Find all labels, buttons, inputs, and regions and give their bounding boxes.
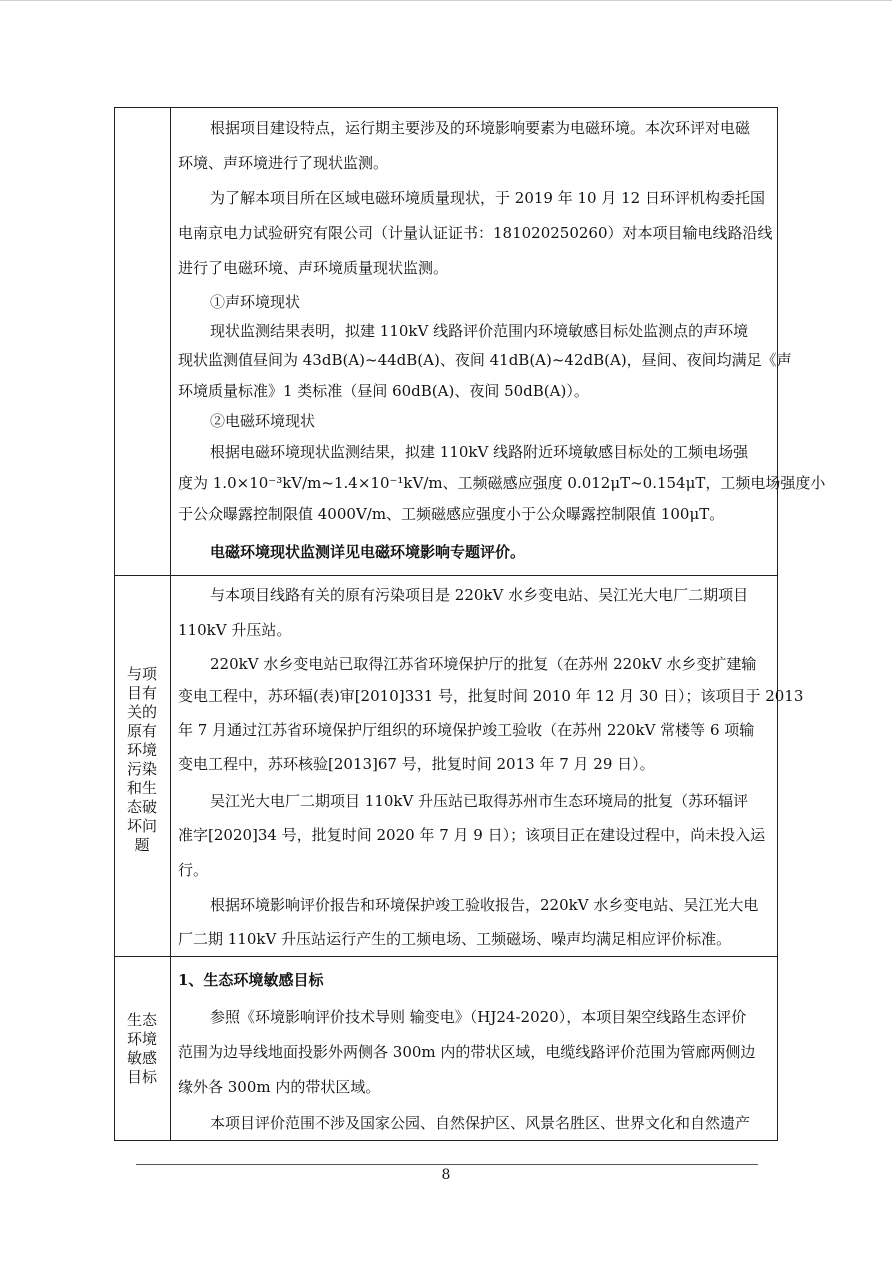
paragraph-line: 变电工程中，苏环核验[2013]67 号，批复时间 2013 年 7 月 29 日）。 xyxy=(178,755,655,773)
subheading-noise: ①声环境现状 xyxy=(210,293,301,311)
bold-note: 电磁环境现状监测详见电磁环境影响专题评价。 xyxy=(210,543,526,561)
paragraph-line: 度为 1.0×10⁻³kV/m~1.4×10⁻¹kV/m、工频磁感应强度 0.012μT~0.154μT，工频电场强度小 xyxy=(178,474,826,492)
paragraph-line: 根据电磁环境现状监测结果，拟建 110kV 线路附近环境敏感目标处的工频电场强 xyxy=(210,443,749,461)
paragraph-line: 变电工程中，苏环辐(表)审[2010]331 号，批复时间 2010 年 12 月 30 日）；该项目于 2013 xyxy=(178,687,804,705)
paragraph-line: 环境、声环境进行了现状监测。 xyxy=(178,154,389,172)
paragraph-line: 参照《环境影响评价技术导则 输变电》（HJ24-2020），本项目架空线路生态评价 xyxy=(210,1008,747,1026)
page-top-border xyxy=(0,0,892,1)
paragraph-line: 根据环境影响评价报告和环境保护竣工验收报告，220kV 水乡变电站、吴江光大电 xyxy=(210,896,759,914)
paragraph-line: 110kV 升压站。 xyxy=(178,621,292,639)
paragraph-line: 现状监测值昼间为 43dB(A)~44dB(A)、夜间 41dB(A)~42dB(A)，昼间、夜间均满足《声 xyxy=(178,351,792,369)
paragraph-line: 为了解本项目所在区域电磁环境质量现状，于 2019 年 10 月 12 日环评机构委托国 xyxy=(210,189,765,207)
row-divider-2 xyxy=(114,956,778,957)
paragraph-line: 环境质量标准》1 类标准（昼间 60dB(A)、夜间 50dB(A)）。 xyxy=(178,382,589,400)
paragraph-line: 年 7 月通过江苏省环境保护厅组织的环境保护竣工验收（在苏州 220kV 常楼等 6 项输 xyxy=(178,721,755,739)
paragraph-line: 准字[2020]34 号，批复时间 2020 年 7 月 9 日）；该项目正在建设过程中，尚未投入运 xyxy=(178,826,766,844)
footer-rule xyxy=(136,1164,758,1165)
subheading-electromagnetic: ②电磁环境现状 xyxy=(210,412,316,430)
paragraph-line: 电南京电力试验研究有限公司（计量认证证书：181020250260）对本项目输电线路沿线 xyxy=(178,224,773,242)
paragraph-line: 根据项目建设特点，运行期主要涉及的环境影响要素为电磁环境。本次环评对电磁 xyxy=(210,119,751,137)
paragraph-line: 缘外各 300m 内的带状区域。 xyxy=(178,1078,381,1096)
row-divider-1 xyxy=(114,575,778,576)
page-number: 8 xyxy=(441,1167,451,1183)
paragraph-line: 现状监测结果表明，拟建 110kV 线路评价范围内环境敏感目标处监测点的声环境 xyxy=(210,322,749,340)
paragraph-line: 吴江光大电厂二期项目 110kV 升压站已取得苏州市生态环境局的批复（苏环辐评 xyxy=(210,792,749,810)
paragraph-line: 行。 xyxy=(178,861,209,879)
section-heading: 1、生态环境敏感目标 xyxy=(178,971,324,989)
paragraph-line: 进行了电磁环境、声环境质量现状监测。 xyxy=(178,259,449,277)
paragraph-line: 本项目评价范围不涉及国家公园、自然保护区、风景名胜区、世界文化和自然遗产 xyxy=(210,1114,751,1132)
paragraph-line: 范围为边导线地面投影外两侧各 300m 内的带状区域，电缆线路评价范围为管廊两侧边 xyxy=(178,1043,756,1061)
section-label-eco-sensitive: 生态 环境 敏感 目标 xyxy=(126,1011,157,1086)
paragraph-line: 厂二期 110kV 升压站运行产生的工频电场、工频磁场、噪声均满足相应评价标准。 xyxy=(178,930,732,948)
paragraph-line: 220kV 水乡变电站已取得江苏省环境保护厅的批复（在苏州 220kV 水乡变扩建输 xyxy=(210,655,757,673)
paragraph-line: 于公众曝露控制限值 4000V/m、工频磁感应强度小于公众曝露控制限值 100μT。 xyxy=(178,505,725,523)
label-column-divider xyxy=(170,107,171,1141)
section-label-existing-pollution: 与项 目有 关的 原有 环境 污染 和生 态破 坏问 题 xyxy=(126,665,157,854)
paragraph-line: 与本项目线路有关的原有污染项目是 220kV 水乡变电站、吴江光大电厂二期项目 xyxy=(210,586,749,604)
